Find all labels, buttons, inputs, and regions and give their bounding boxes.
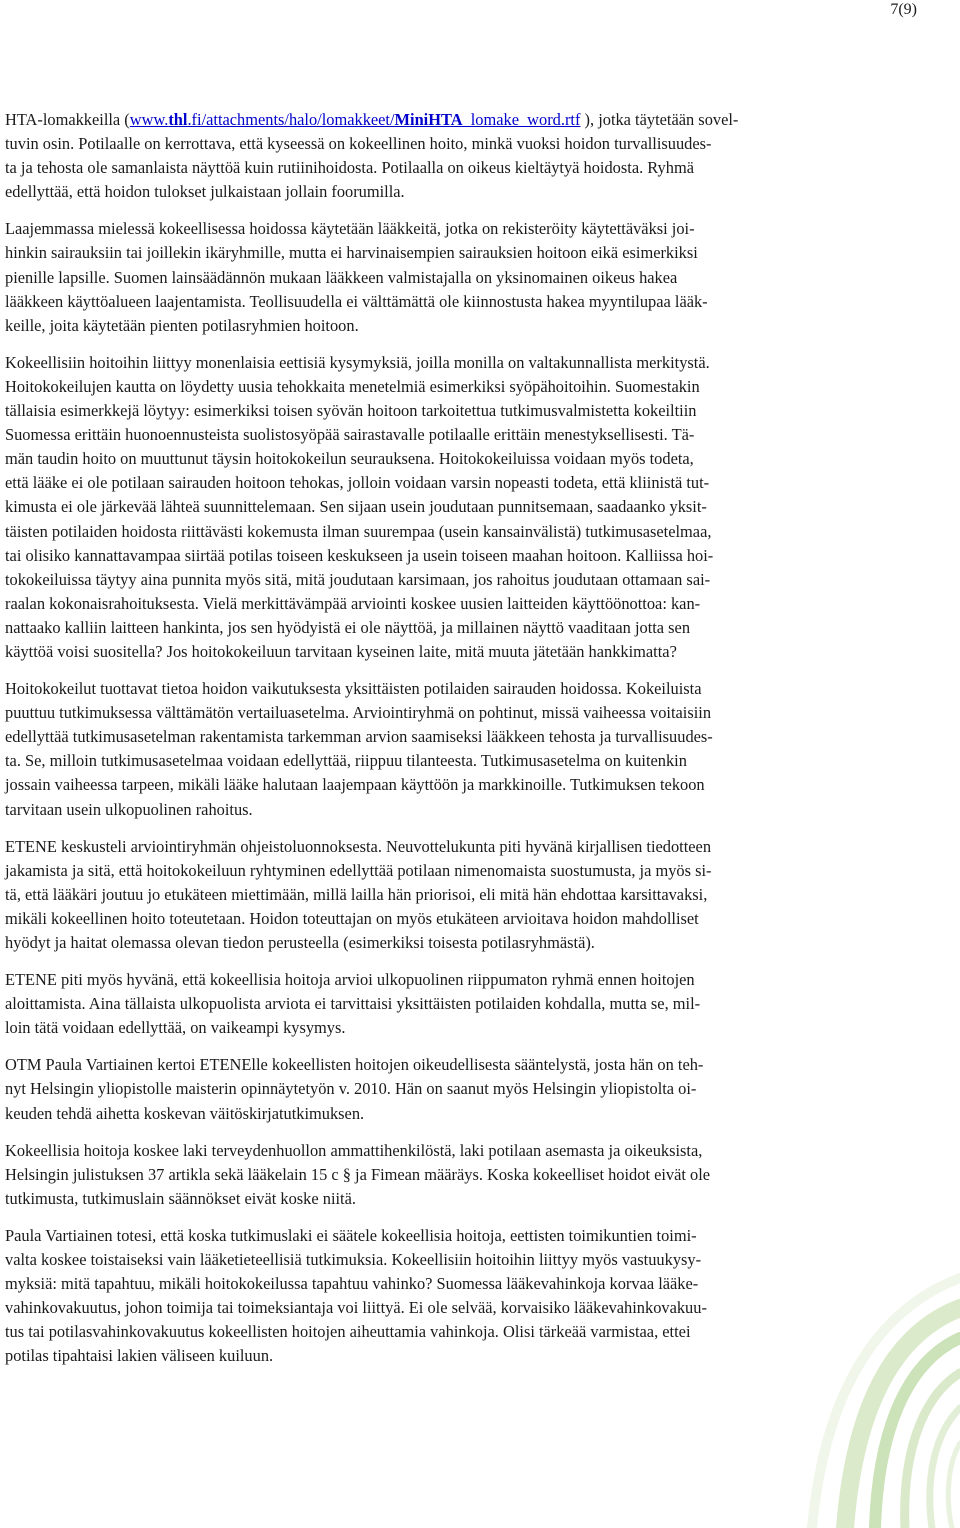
text-line: aloittamista. Aina tällaista ulkopuolista arviota ei tarvittaisi yksittäisten potilaiden kohdalla, mutta se, mil-: [5, 994, 701, 1014]
paragraph: [5, 1053, 915, 1125]
text-line: nattaako kalliin laitteen hankinta, jos sen hyödyistä ei ole näyttöä, ja millainen näyttö vaaditaan jotta sen: [5, 617, 691, 637]
text-line: täisten potilaiden hoidosta riittävästi kokemusta ilman suurempaa (usein kansainvälistä) tutkimusasetelmaa,: [5, 521, 712, 541]
text-line: tällaisia esimerkkejä löytyy: esimerkiksi toisen syövän hoitoon tarkoitettua tutkimusvalmistetta kokeiltiin: [5, 401, 697, 421]
text-line: raalan kokonaisrahoituksesta. Vielä merkittävämpää arviointi koskee uusien laitteiden käyttöönottoa: kan-: [5, 593, 701, 613]
paragraph: [5, 351, 915, 664]
text-line: pienille lapsille. Suomen lainsäädännön mukaan lääkkeen valmistajalla on yksinomainen oikeus hakea: [5, 267, 678, 287]
text-line: keille, joita käytetään pienten potilasryhmien hoitoon.: [5, 315, 359, 335]
text-line: Hoitokokeilut tuottavat tietoa hoidon vaikutuksesta yksittäisten potilaiden sairauden hoidossa. Kokeiluista: [5, 679, 702, 699]
text-line: vahinkovakuutus, johon toimija tai toimeksiantaja voi liittyä. Ei ole selvää, korvaisiko lääkevahinkovakuu-: [5, 1298, 707, 1318]
text-line: män taudin hoito on muuttunut täysin hoitokokeilun seurauksena. Hoitokokeiluissa voidaan myös todeta,: [5, 449, 694, 469]
text-line: hyödyt ja haitat olemassa olevan tiedon perusteella (esimerkiksi toisesta potilasryhmästä).: [5, 933, 595, 952]
text-line: tuvin osin. Potilaalle on kerrottava, että kyseessä on kokeellinen hoito, minkä vuoksi hoidon turvallisuudes-: [5, 134, 712, 154]
text-line: keuden tehdä aihetta koskevan väitöskirjatutkimuksen.: [5, 1103, 365, 1123]
text-line: tutkimusta, tutkimuslain säännökset eivät koske niitä.: [5, 1188, 356, 1208]
text-line: Hoitokokeilujen kautta on löydetty uusia tehokkaita menetelmiä esimerkiksi syöpähoitoihin. Suomestakin: [5, 376, 700, 396]
paragraph: [5, 677, 915, 822]
text-line: tus tai potilasvahinkovakuutus kokeellisten hoitojen aiheuttamia vahinkoja. Olisi tärkeää varmistaa, ettei: [5, 1322, 691, 1342]
form-link[interactable]: www.thl.fi/attachments/halo/lomakkeet/MiniHTA_lomake_word.rtf: [129, 110, 581, 129]
intro-paragraph: [5, 108, 915, 204]
text-line: ta ja tehosta ole samanlaista näyttöä kuin rutiinihoidosta. Potilaalla on oikeus kieltäytyä hoidosta. Ryhmä: [5, 158, 694, 178]
text-line: tokokeiluissa täytyy aina punnita myös sitä, mitä joudutaan karsimaan, jos rahoitus joudutaan ottamaan sai-: [5, 569, 711, 589]
paragraph: [5, 1139, 915, 1211]
paragraph: [5, 835, 915, 955]
text-line: että lääke ei ole potilaan sairauden hoitoon tehokas, jolloin voidaan varsin nopeasti todeta, että kliinistä tut-: [5, 473, 710, 493]
text-line: edellyttää, että hoidon tulokset julkaistaan jollain foorumilla.: [5, 182, 405, 202]
text-line: myksiä: mitä tapahtuu, mikäli hoitokokeilussa tapahtuu vahinko? Suomessa lääkevahinkoja korvaa lääke-: [5, 1274, 699, 1294]
paragraph: [5, 217, 915, 337]
text-line: valta koskee toistaiseksi vain lääketieteellisiä tutkimuksia. Kokeellisiin hoitoihin liittyy myös vastuukysy-: [5, 1250, 702, 1270]
text-line: hinkin sairauksiin tai joillekin ikäryhmille, mutta ei harvinaisempien sairauksien hoitoon eikä esimerkiksi: [5, 243, 698, 263]
text-line: Suomessa erittäin huonoennusteista suolistosyöpää sairastavalle potilaalle erittäin menestyksellisesti. Tä-: [5, 425, 695, 445]
text-line: ta. Se, milloin tutkimusasetelmaa voidaan edellyttää, riippuu tilanteesta. Tutkimusasetelma on kuitenkin: [5, 751, 687, 771]
text-line: edellyttää tutkimusasetelman rakentamista tarkemman arvion saamiseksi lääkkeen tehosta ja turvallisuudes-: [5, 727, 713, 747]
text-line: OTM Paula Vartiainen kertoi ETENElle kokeellisten hoitojen oikeudellisesta sääntelystä, josta hän on teh-: [5, 1055, 704, 1075]
text-line: tai olisiko kannattavampaa siirtää potilas toiseen keskukseen ja usein toiseen maahan hoitoon. Kalliissa hoi-: [5, 545, 714, 565]
page-number: 7(9): [890, 1, 917, 18]
text-line: ETENE keskusteli arviointiryhmän ohjeistoluonnoksesta. Neuvottelukunta piti hyvänä kirjallisen tiedotteen: [5, 836, 712, 856]
text-line: jakamista ja sitä, että hoitokokeiluun ryhtyminen edellyttää potilaan nimenomaista suostumusta, ja myös si-: [5, 860, 712, 880]
document-body: [5, 108, 915, 1382]
text-line: Kokeellisiin hoitoihin liittyy monenlaisia eettisiä kysymyksiä, joilla monilla on valtakunnallista merkitystä.: [5, 352, 710, 372]
text-line: lääkkeen käyttöalueen laajentamista. Teollisuudella ei välttämättä ole kiinnostusta hakea myyntilupaa lääk-: [5, 291, 708, 311]
text-line: kimusta ei ole järkevää lähteä suunnittelemaan. Sen sijaan usein joudutaan punnitsemaan, saadaanko yksit-: [5, 497, 707, 517]
text-line: käyttöä voisi suositella? Jos hoitokokeiluun tarvitaan kyseinen laite, mitä muuta jätetään hankkimatta?: [5, 641, 677, 661]
text-line: tä, että lääkäri joutuu jo etukäteen miettimään, millä lailla hän priorisoi, eli mitä hän ehdottaa karsittavaksi,: [5, 884, 708, 904]
text-line: Paula Vartiainen totesi, että koska tutkimuslaki ei säätele kokeellisia hoitoja, eettisten toimikuntien toimi-: [5, 1225, 697, 1245]
intro-suffix: ), jotka täytetään sovel-: [580, 110, 739, 129]
text-line: ETENE piti myös hyvänä, että kokeellisia hoitoja arvioi ulkopuolinen riippumaton ryhmä ennen hoitojen: [5, 970, 695, 990]
intro-first-line: [5, 108, 915, 132]
text-line: jossain vaiheessa tarpeen, mikäli lääke halutaan laajempaan käyttöön ja markkinoille. Tutkimuksen tekoon: [5, 775, 705, 795]
text-line: potilas tipahtaisi lakien väliseen kuiluun.: [5, 1346, 274, 1366]
decorative-swirl-watermark: [720, 1238, 960, 1528]
paragraph-list: [5, 217, 915, 1368]
text-line: mikäli kokeellinen hoito toteutetaan. Hoidon toteuttajan on myös etukäteen arvioitava hoidon mahdolliset: [5, 908, 699, 928]
text-line: Kokeellisia hoitoja koskee laki terveydenhuollon ammattihenkilöstä, laki potilaan asemasta ja oikeuksista,: [5, 1140, 703, 1160]
text-line: loin tätä voidaan edellyttää, on vaikeampi kysymys.: [5, 1018, 346, 1038]
text-line: nyt Helsingin yliopistolle maisterin opinnäytetyön v. 2010. Hän on saanut myös Helsingin yliopistolta oi-: [5, 1079, 697, 1099]
text-line: puuttuu tutkimuksessa välttämätön vertailuasetelma. Arviointiryhmä on pohtinut, missä vaiheessa voitaisiin: [5, 703, 712, 723]
text-line: tarvitaan usein ulkopuolinen rahoitus.: [5, 799, 253, 819]
paragraph: [5, 968, 915, 1040]
text-line: Laajemmassa mielessä kokeellisessa hoidossa käytetään lääkkeitä, jotka on rekisteröity käytettäväksi joi-: [5, 219, 695, 239]
intro-prefix: HTA-lomakkeilla (: [5, 110, 130, 129]
text-line: Helsingin julistuksen 37 artikla sekä lääkelain 15 c § ja Fimean määräys. Koska kokeelliset hoidot eivät ole: [5, 1164, 711, 1184]
